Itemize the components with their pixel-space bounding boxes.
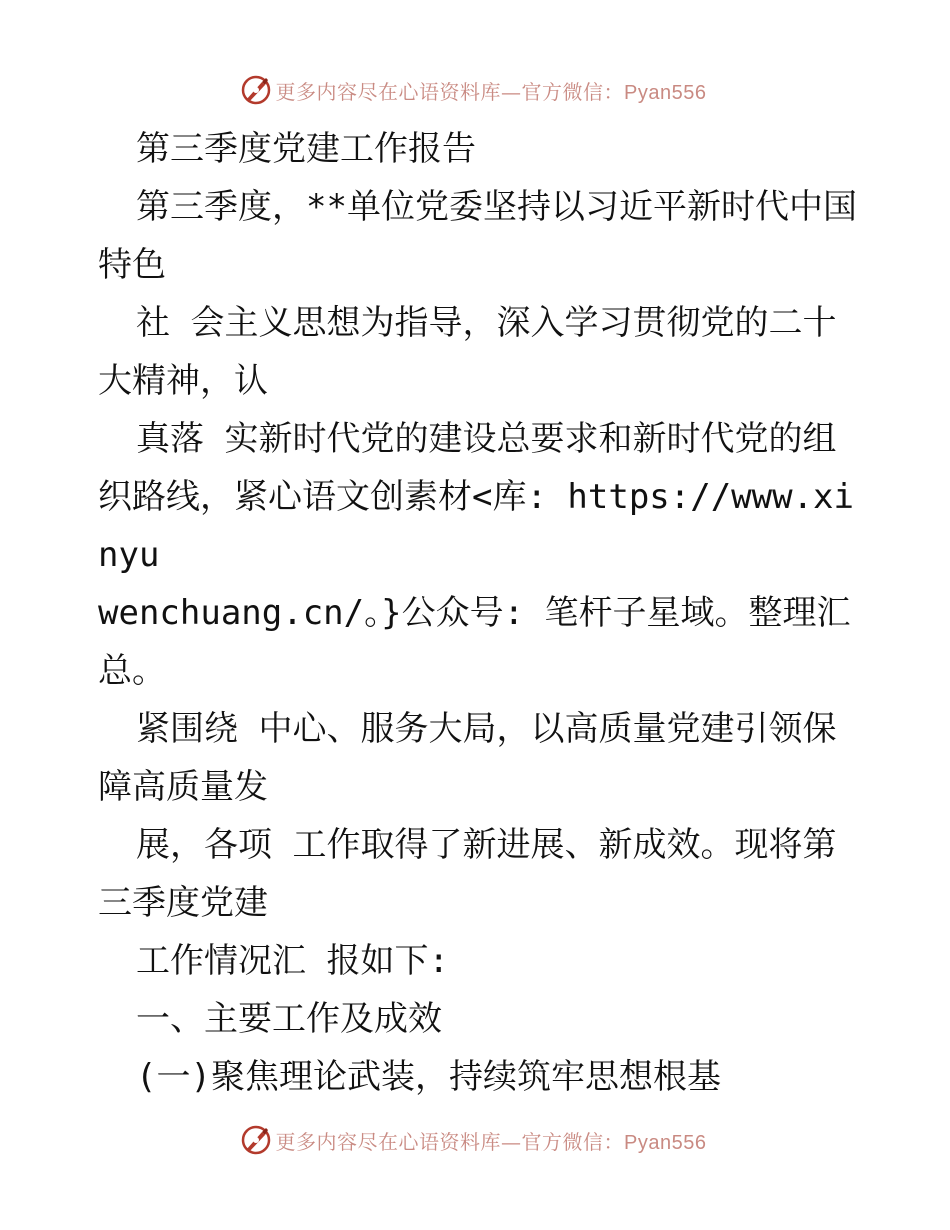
doc-line: wenchuang.cn/。}公众号: 笔杆子星域。整理汇 xyxy=(98,593,851,633)
doc-line: 工作情况汇 报如下: xyxy=(136,941,449,981)
doc-line: 三季度党建 xyxy=(98,883,268,923)
doc-line: 展，各项 工作取得了新进展、新成效。现将第 xyxy=(136,825,837,865)
footer-wechat-id: Pyan556 xyxy=(624,1131,707,1154)
header-banner-label: 更多内容尽在心语资料库—官方微信： xyxy=(275,79,625,104)
header-banner-content xyxy=(240,74,707,106)
footer-banner xyxy=(0,1120,950,1160)
footer-banner-text xyxy=(276,1126,707,1155)
doc-line: 真落 实新时代党的建设总要求和新时代党的组 xyxy=(136,419,837,459)
header-banner-text xyxy=(276,76,707,105)
footer-banner-content xyxy=(240,1124,707,1156)
footer-banner-label: 更多内容尽在心语资料库—官方微信： xyxy=(275,1129,625,1154)
doc-line: 社 会主义思想为指导，深入学习贯彻党的二十 xyxy=(136,303,837,343)
doc-line: 特色 xyxy=(98,245,166,285)
section-heading: 一、主要工作及成效 xyxy=(136,999,442,1039)
doc-line: 障高质量发 xyxy=(98,767,268,807)
header-banner xyxy=(0,70,950,110)
subsection-heading: (一)聚焦理论武装，持续筑牢思想根基 xyxy=(136,1057,721,1097)
doc-line: 总。 xyxy=(98,651,166,691)
pen-logo-icon xyxy=(240,74,272,106)
doc-line: 大精神，认 xyxy=(98,361,268,401)
pen-logo-icon xyxy=(240,1124,272,1156)
header-wechat-id: Pyan556 xyxy=(624,81,707,104)
doc-line: 织路线，紧心语文创素材<库: https://www.xinyu xyxy=(98,477,854,575)
doc-line: 紧围绕 中心、服务大局，以高质量党建引领保 xyxy=(136,709,837,749)
doc-title: 第三季度党建工作报告 xyxy=(136,129,476,169)
doc-line: 第三季度，**单位党委坚持以习近平新时代中国 xyxy=(136,187,857,227)
document-body xyxy=(98,120,858,1106)
